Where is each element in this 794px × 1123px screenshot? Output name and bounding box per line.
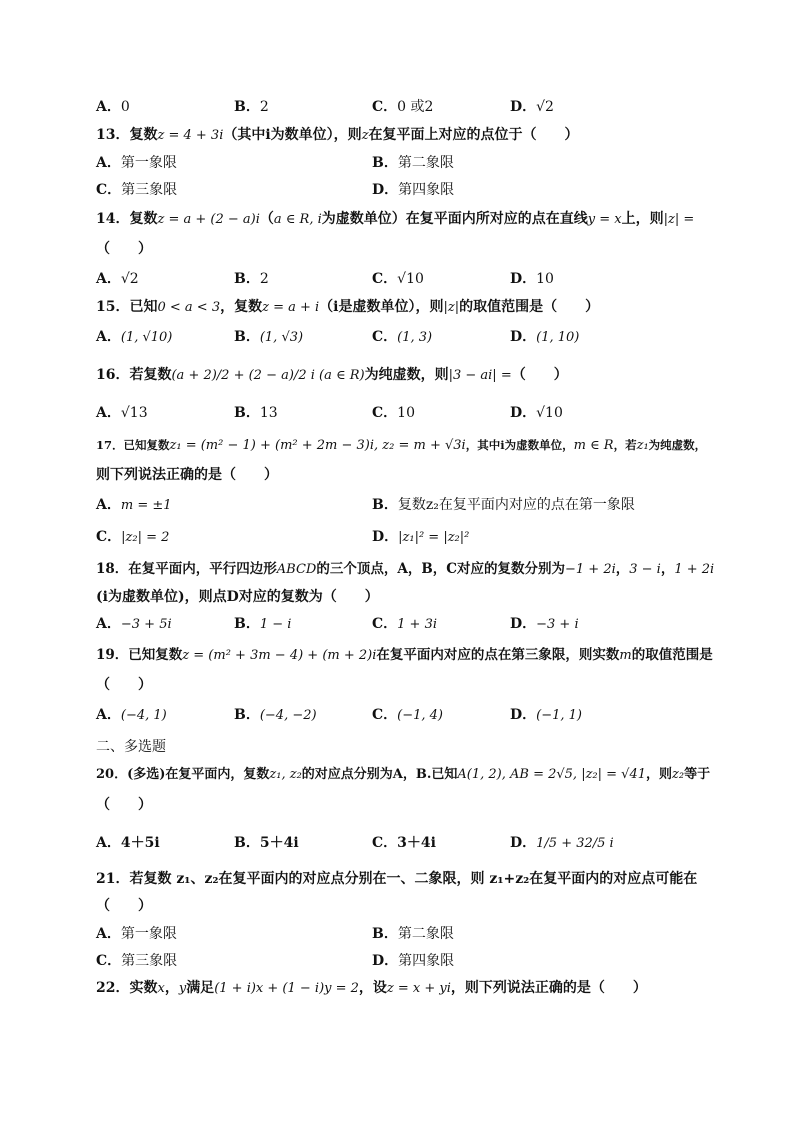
q21-stem: 21．若复数 z₁、z₂在复平面内的对应点分别在一、二象限，则 z₁+z₂在复平面内的对应点可能在 (96, 871, 698, 887)
q17-option-c[interactable]: |z₂| = 2 (121, 530, 170, 545)
q15-option-a[interactable]: (1, √10) (120, 330, 173, 345)
q18-option-d[interactable]: −3 + i (536, 617, 579, 632)
q13-option-c[interactable]: 第三象限 (121, 182, 178, 198)
q14-option-d[interactable]: 10 (536, 271, 554, 287)
q17-stem-cont: 则下列说法正确的是（ ） (96, 467, 278, 483)
q13-stem: 13．复数z = 4 + 3i（其中i为数单位），则z在复平面上对应的点位于（ ） (96, 127, 579, 143)
q18-option-b[interactable]: 1 − i (259, 617, 292, 632)
q14-option-c[interactable]: √10 (397, 271, 424, 287)
q17-option-b[interactable]: 复数z₂在复平面内对应的点在第一象限 (397, 497, 635, 513)
q14-option-b[interactable]: 2 (259, 271, 269, 287)
q12-option-c[interactable]: 0 或2 (397, 99, 434, 115)
q18-stem: 18．在复平面内，平行四边形ABCD的三个顶点，A，B，C对应的复数分别为−1 + 2i，3 − i，1 + 2i (96, 561, 715, 577)
q19-stem: 19．已知复数z = (m² + 3m − 4) + (m + 2)i在复平面内对应的点在第三象限，则实数m的取值范围是 (96, 647, 713, 663)
q17-option-a[interactable]: m = ±1 (120, 498, 172, 513)
q12-option-b[interactable]: 2 (259, 99, 269, 115)
q17-stem: 17．已知复数z₁ = (m² − 1) + (m² + 2m − 3)i, z₂ = m + √3i，其中i为虚数单位，m ∈ R，若z₁为纯虚数， (96, 438, 707, 453)
q14-option-a[interactable]: √2 (120, 271, 139, 287)
q15-option-b[interactable]: (1, √3) (259, 330, 304, 345)
q14-blank: （ ） (96, 241, 152, 257)
q19-option-b[interactable]: (−4, −2) (259, 708, 317, 723)
q20-option-d[interactable]: 1/5 + 32/5 i (536, 836, 614, 851)
q17-option-d[interactable]: |z₁|² = |z₂|² (398, 530, 470, 545)
q21-option-c[interactable]: 第三象限 (121, 953, 178, 969)
q18-option-c[interactable]: 1 + 3i (397, 617, 438, 632)
q16-option-a[interactable]: √13 (120, 405, 148, 421)
q13-option-d[interactable]: 第四象限 (398, 182, 455, 198)
q20-option-b[interactable]: 5＋4i (259, 835, 299, 851)
q13-option-b[interactable]: 第二象限 (397, 155, 454, 171)
q20-blank: （ ） (96, 797, 152, 813)
q15-stem: 15．已知0 < a < 3，复数z = a + i（i是虚数单位），则|z|的取值范围是（ ） (96, 299, 600, 315)
q21-option-b[interactable]: 第二象限 (397, 926, 454, 942)
q14-stem: 14．复数z = a + (2 − a)i（a ∈ R, i为虚数单位）在复平面内所对应的点在直线y = x上，则|z| = (96, 211, 695, 227)
exam-page: A．0 B．2 C．0 或2 D．√2 13．复数z = 4 + 3i（其中i为数单位），则z在复平面上对应的点位于（ ） A．第一象限 B．第二象限 C．第三象限 D．第四象限 14．复数z = a + (2 − a)i（a ∈ R, i为虚数单位）在复平面内所对应的点在直线y = x上，则|z| = （ ） A．√2 B．2 C．√10 D．10 15．已知0 < a < 3，复数z = a + i（i是虚数单位），则|z|的取值范围是（ ） A．(1, √10) B．(1, √3) C．(1, 3) D．(1, 10) 16．若复数(a + 2)/2 + (2 − a)/2 i (a ∈ R)为纯虚数，则|3 − ai| =（ ） A．√13 B．13 C．10 D．√10 17．已知复数z₁ = (m² − 1) + (m² + 2m − 3)i, z₂ = m + √3i，其中i为虚数单位，m ∈ R，若z₁为纯虚数， 则下列说法正确的是（ ） A．m = ±1 B．复数z₂在复平面内对应的点在第一象限 C．|z₂| = 2 D．|z₁|² = |z₂|² 18．在复平面内，平行四边形ABCD的三个顶点，A，B，C对应的复数分别为−1 + 2i，3 − i，1 + 2i (i为虚数单位)，则点D对应的复数为（ ） A．−3 + 5i B．1 − i C．1 + 3i D．−3 + i 19．已知复数z = (m² + 3m − 4) + (m + 2)i在复平面内对应的点在第三象限，则实数m的取值范围是 （ ） A．(−4, 1) B．(−4, −2) C．(−1, 4) D．(−1, 1) 二、多选题 20．(多选)在复平面内，复数z₁, z₂的对应点分别为A，B.已知A(1, 2), AB = 2√5, |z₂| = √41，则z₂等于 （ ） A．4＋5i B．5＋4i C．3＋4i D．1/5 + 32/5 i 21．若复数 z₁、z₂在复平面内的对应点分别在一、二象限，则 z₁+z₂在复平面内的对应点可能在 （ ） A．第一象限 B．第二象限 C．第三象限 D．第四象限 22．实数x，y满足(1 + i)x + (1 − i)y = 2，设z = x + yi，则下列说法正确的是（ ） (96, 99, 715, 996)
q19-option-a[interactable]: (−4, 1) (120, 708, 167, 723)
q21-option-d[interactable]: 第四象限 (398, 953, 455, 969)
q12-option-d[interactable]: √2 (536, 99, 554, 115)
section-heading-multiple-choice: 二、多选题 (96, 738, 166, 754)
q13-option-a[interactable]: 第一象限 (120, 155, 177, 171)
q21-blank: （ ） (96, 898, 152, 914)
q19-option-c[interactable]: (−1, 4) (397, 708, 443, 723)
q20-option-a[interactable]: 4＋5i (120, 835, 160, 851)
q21-option-a[interactable]: 第一象限 (120, 926, 177, 942)
q20-option-c[interactable]: 3＋4i (397, 835, 436, 851)
q15-option-c[interactable]: (1, 3) (397, 330, 433, 345)
q22-stem: 22．实数x，y满足(1 + i)x + (1 − i)y = 2，设z = x + yi，则下列说法正确的是（ ） (96, 980, 647, 996)
q19-blank: （ ） (96, 677, 152, 693)
q16-stem: 16．若复数(a + 2)/2 + (2 − a)/2 i (a ∈ R)为纯虚数，则|3 − ai| =（ ） (96, 367, 568, 383)
q19-option-d[interactable]: (−1, 1) (536, 708, 582, 723)
q12-option-a[interactable]: 0 (120, 99, 130, 115)
q18-option-a[interactable]: −3 + 5i (120, 617, 172, 632)
q18-stem-cont: (i为虚数单位)，则点D对应的复数为（ ） (96, 589, 379, 605)
q15-option-d[interactable]: (1, 10) (536, 330, 580, 345)
q16-option-c[interactable]: 10 (397, 405, 415, 421)
q16-option-d[interactable]: √10 (536, 405, 563, 421)
q20-stem: 20．(多选)在复平面内，复数z₁, z₂的对应点分别为A，B.已知A(1, 2), AB = 2√5, |z₂| = √41，则z₂等于 (96, 767, 711, 782)
q16-option-b[interactable]: 13 (259, 405, 278, 421)
